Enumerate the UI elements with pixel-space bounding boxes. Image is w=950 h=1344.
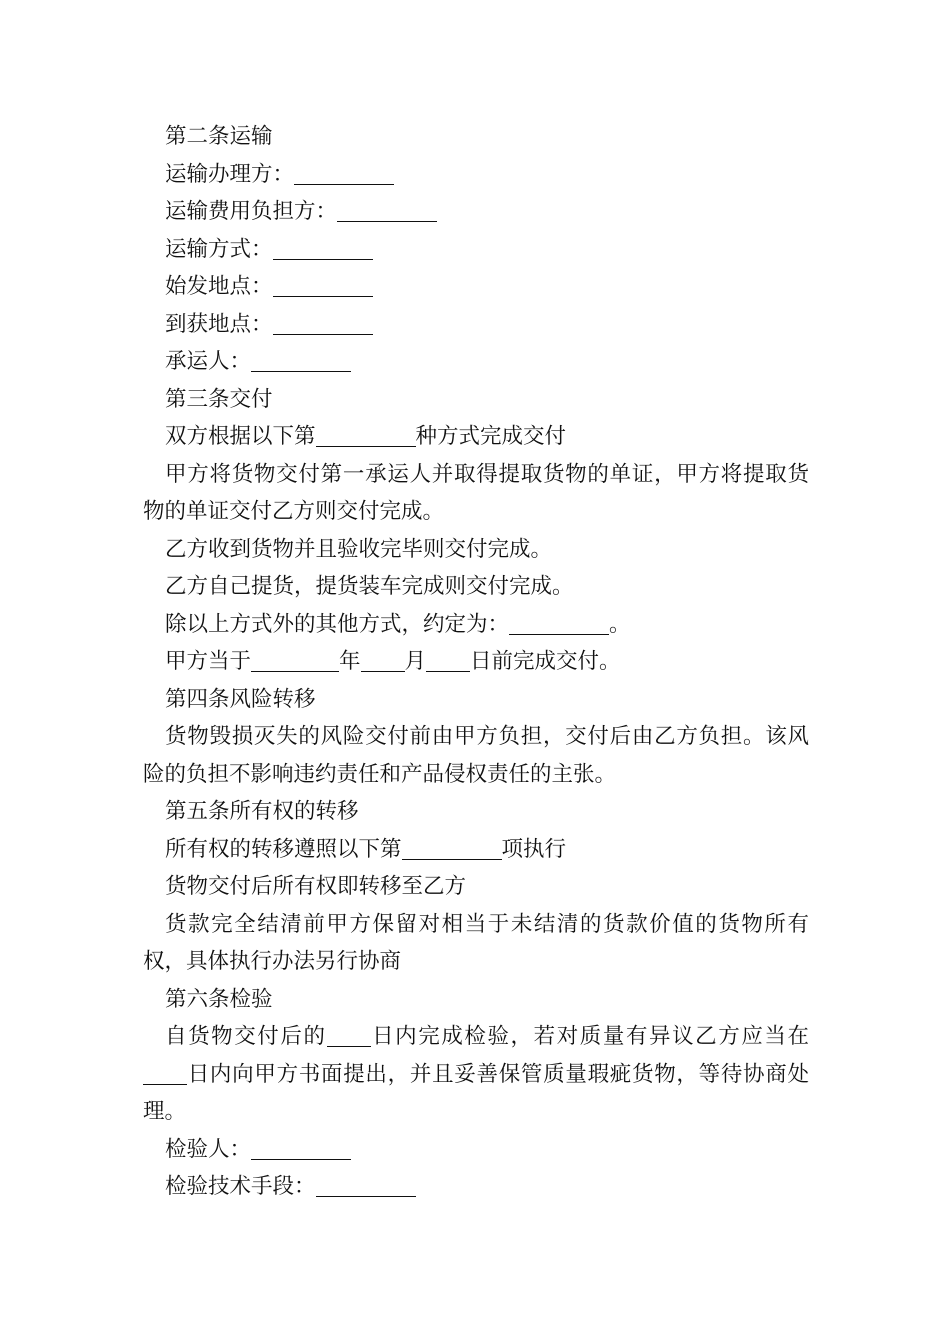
ownership-choice-line: 所有权的转移遵照以下第 项执行 [165,836,567,862]
transport-handler-line: 运输办理方： [143,156,809,194]
ownership-option-2: 货款完全结清前甲方保留对相当于未结清的货款价值的货物所有权，具体执行办法另行协商 [143,911,809,974]
objection-days-blank[interactable] [143,1062,187,1085]
section-5-title: 第五条所有权的转移 [165,799,359,824]
ownership-choice-blank[interactable] [402,837,502,860]
delivery-choice-line: 双方根据以下第 种方式完成交付 [165,424,567,449]
delivery-other-blank[interactable] [509,612,609,635]
carrier-line: 承运人： [143,343,809,381]
delivery-option-2: 乙方收到货物并且验收完毕则交付完成。 [165,536,553,562]
delivery-day-blank[interactable] [426,649,470,672]
document-body [143,118,809,1206]
risk-transfer-text: 货物毁损灭失的风险交付前由甲方负担，交付后由乙方负担。该风险的负担不影响违约责任和产品侵权责任的主张。 [143,724,809,787]
delivery-date-line: 甲方当于 年 月 日前完成交付。 [165,649,621,674]
delivery-option-3: 乙方自己提货，提货装车完成则交付完成。 [165,574,574,599]
transport-fee-line: 运输费用负担方： [143,193,809,231]
delivery-year-blank[interactable] [251,649,339,672]
transport-mode-line: 运输方式： [143,231,809,269]
destination-blank[interactable] [273,312,373,335]
destination-line: 到获地点： [143,306,809,344]
delivery-option-1: 甲方将货物交付第一承运人并取得提取货物的单证，甲方将提取货物的单证交付乙方则交付完成。 [143,461,809,524]
transport-fee-blank[interactable] [337,199,437,222]
transport-mode-blank[interactable] [273,237,373,260]
ownership-option-1: 货物交付后所有权即转移至乙方 [165,874,467,899]
inspector-line: 检验人： [143,1131,809,1169]
origin-line: 始发地点： [143,268,809,306]
delivery-choice-blank[interactable] [316,424,416,447]
delivery-other-line: 除以上方式外的其他方式，约定为： 。 [165,611,631,637]
carrier-blank[interactable] [251,349,351,372]
section-2-title: 第二条运输 [165,124,273,149]
origin-blank[interactable] [273,274,373,297]
inspector-blank[interactable] [251,1137,351,1160]
section-4-title: 第四条风险转移 [165,686,316,712]
inspection-method-blank[interactable] [316,1174,416,1197]
section-6-title: 第六条检验 [165,986,273,1012]
transport-handler-blank[interactable] [294,162,394,185]
inspection-days-blank[interactable] [327,1024,371,1047]
section-3-title: 第三条交付 [165,386,273,412]
delivery-month-blank[interactable] [361,649,405,672]
inspection-method-line: 检验技术手段： [143,1168,809,1206]
inspection-text: 自货物交付后的 日内完成检验，若对质量有异议乙方应当在日内向甲方书面提出，并且妥善保管质量瑕疵货物，等待协商处理。 [143,1024,809,1124]
